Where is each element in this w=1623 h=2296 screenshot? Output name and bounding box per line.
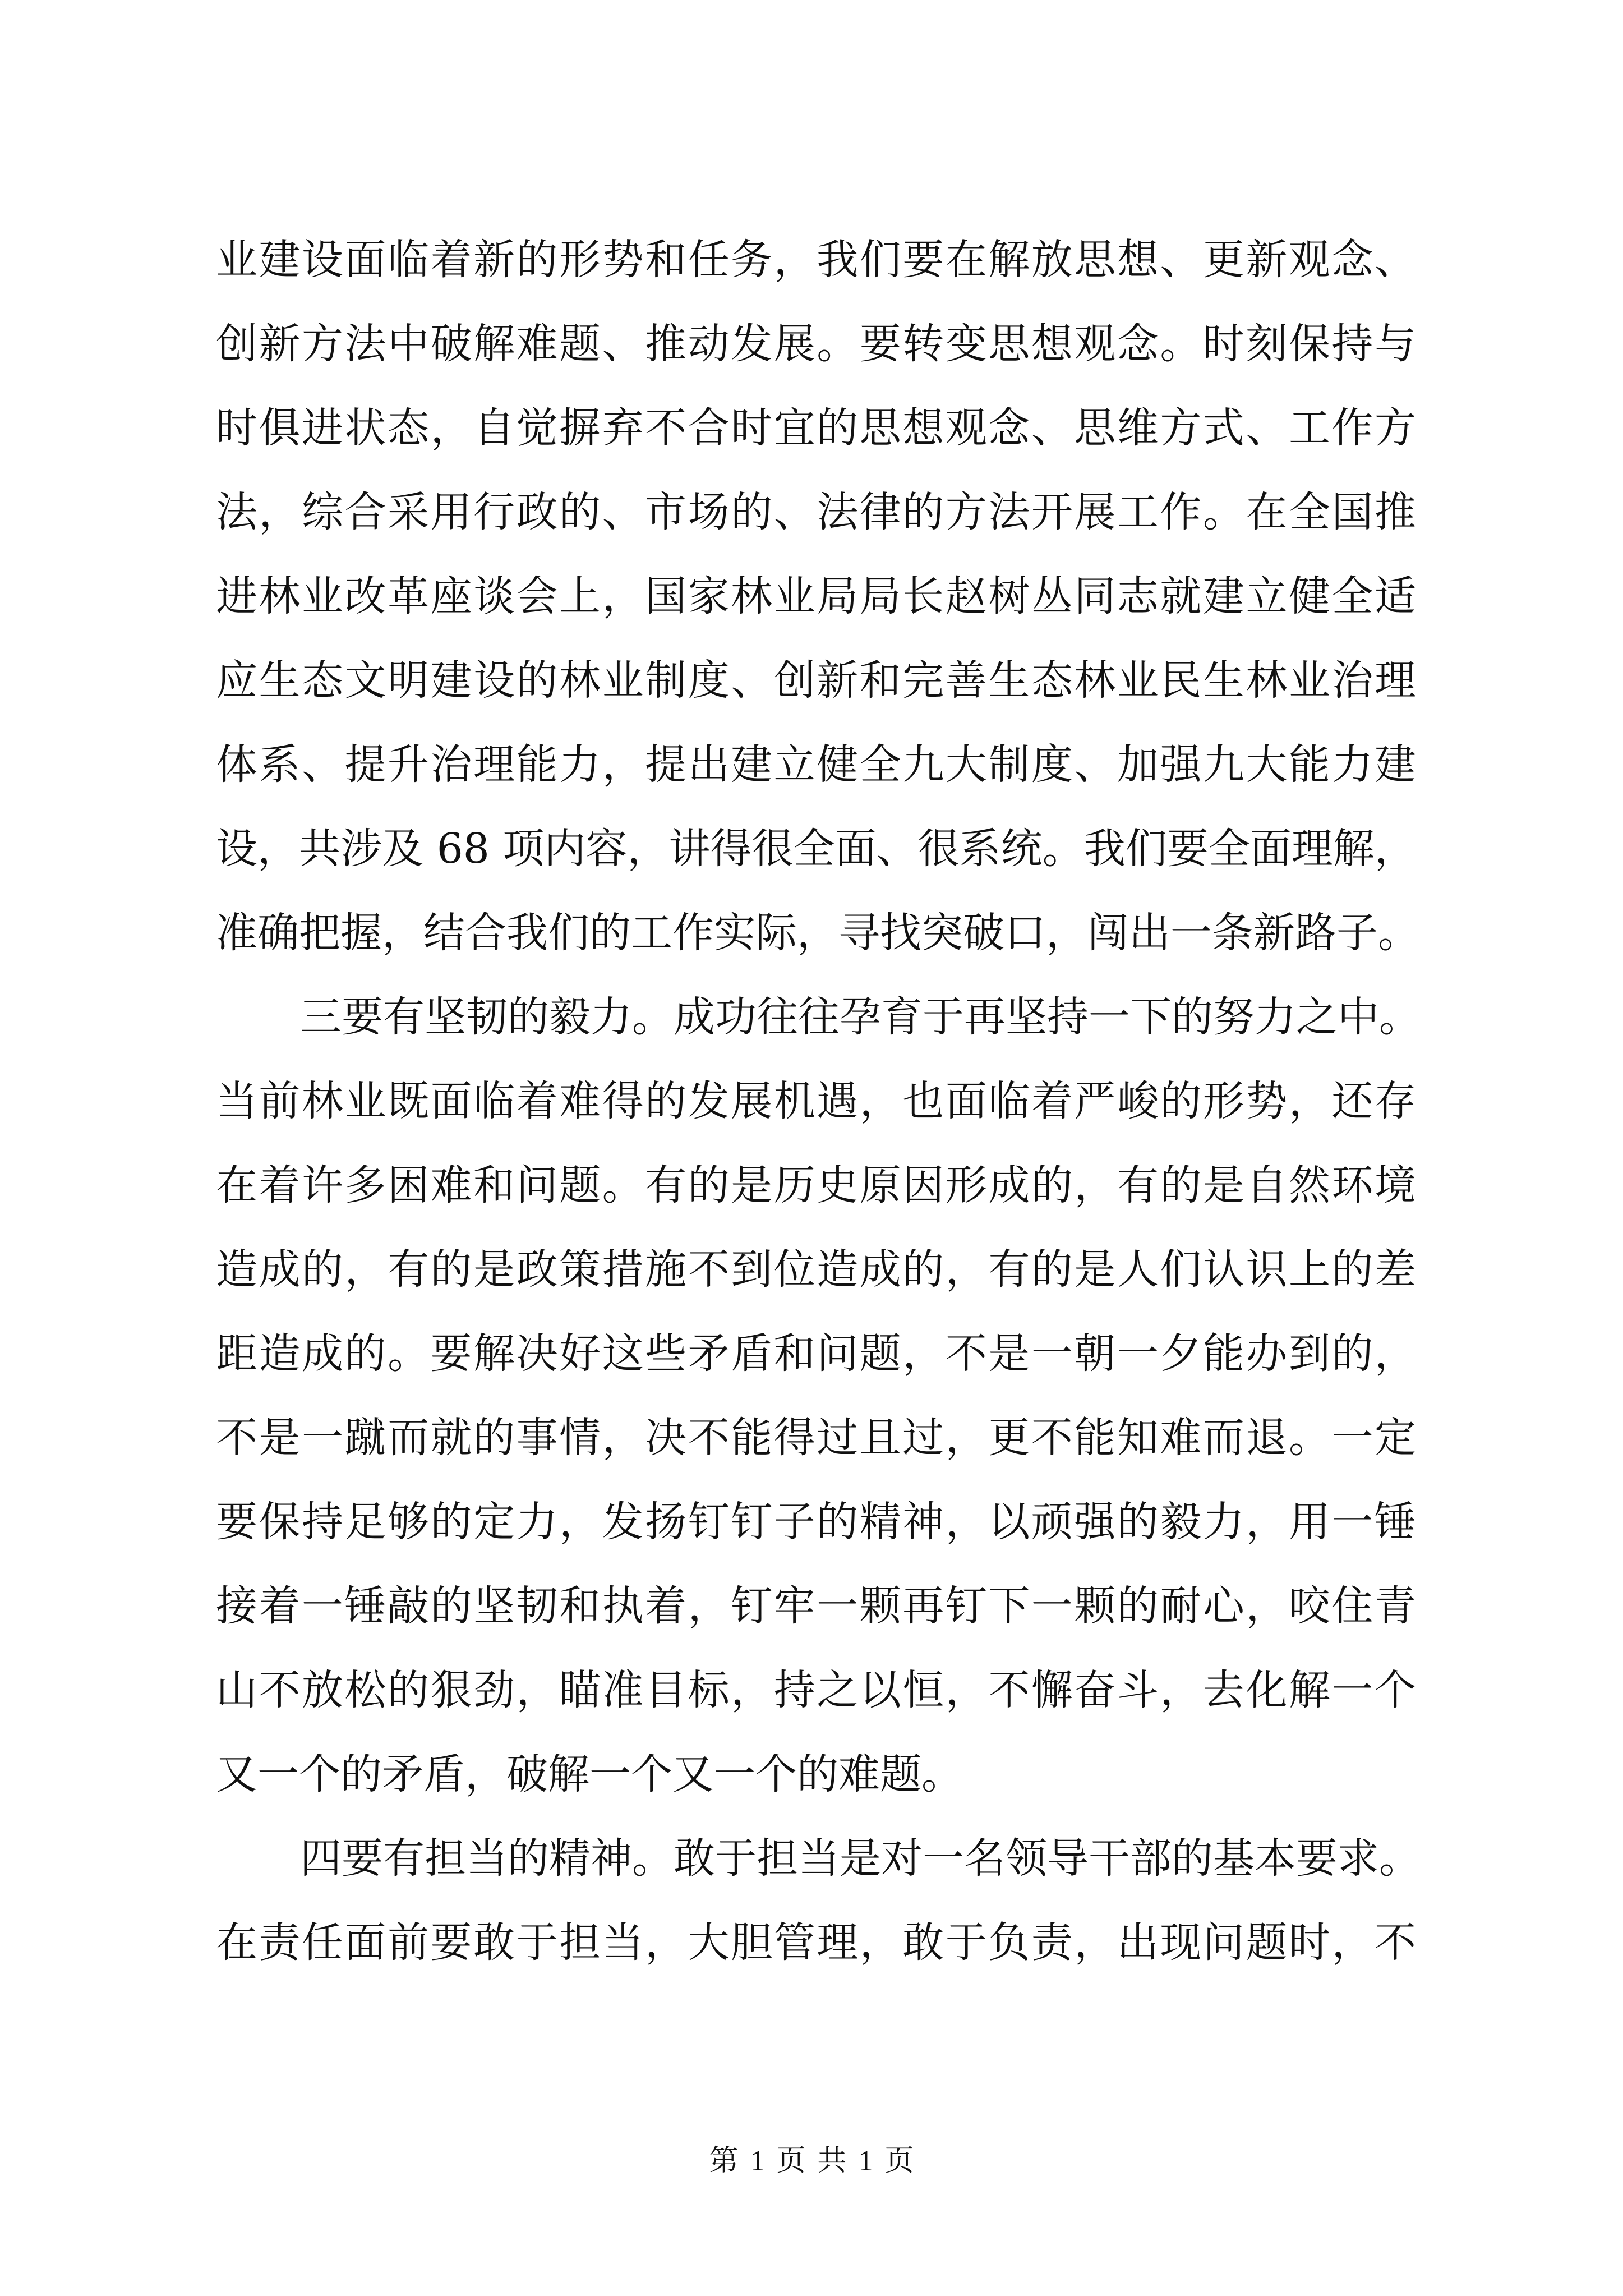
text-line: 不是一蹴而就的事情，决不能得过且过，更不能知难而退。一定 bbox=[216, 1414, 1416, 1462]
text-line: 距造成的。要解决好这些矛盾和问题，不是一朝一夕能办到的， bbox=[216, 1329, 1416, 1378]
text-line: 在着许多困难和问题。有的是历史原因形成的，有的是自然环境 bbox=[216, 1161, 1416, 1209]
text-line: 造成的，有的是政策措施不到位造成的，有的是人们认识上的差 bbox=[216, 1245, 1416, 1294]
paragraph-start-line: 四要有担当的精神。敢于担当是对一名领导干部的基本要求。 bbox=[300, 1834, 1421, 1883]
text-line: 时俱进状态，自觉摒弃不合时宜的思想观念、思维方式、工作方 bbox=[216, 404, 1416, 452]
text-line: 准确把握，结合我们的工作实际，寻找突破口，闯出一条新路子。 bbox=[216, 909, 1419, 957]
text-line: 在责任面前要敢于担当，大胆管理，敢于负责，出现问题时，不 bbox=[216, 1918, 1416, 1967]
text-line: 应生态文明建设的林业制度、创新和完善生态林业民生林业治理 bbox=[216, 656, 1416, 705]
text-line: 体系、提升治理能力，提出建立健全九大制度、加强九大能力建 bbox=[216, 740, 1416, 789]
text-line: 当前林业既面临着难得的发展机遇，也面临着严峻的形势，还存 bbox=[216, 1077, 1416, 1125]
document-body bbox=[216, 218, 1421, 1985]
paragraph-start-line: 三要有坚韧的毅力。成功往往孕育于再坚持一下的努力之中。 bbox=[300, 993, 1421, 1041]
text-line: 设，共涉及 68 项内容，讲得很全面、很系统。我们要全面理解， bbox=[216, 825, 1416, 873]
text-line: 接着一锤敲的坚韧和执着，钉牢一颗再钉下一颗的耐心，咬住青 bbox=[216, 1582, 1416, 1630]
text-line: 创新方法中破解难题、推动发展。要转变思想观念。时刻保持与 bbox=[216, 320, 1416, 368]
text-line: 进林业改革座谈会上，国家林业局局长赵树丛同志就建立健全适 bbox=[216, 572, 1416, 620]
text-line: 要保持足够的定力，发扬钉钉子的精神，以顽强的毅力，用一锤 bbox=[216, 1498, 1416, 1546]
text-line: 法，综合采用行政的、市场的、法律的方法开展工作。在全国推 bbox=[216, 488, 1416, 536]
text-line: 业建设面临着新的形势和任务，我们要在解放思想、更新观念、 bbox=[216, 236, 1416, 284]
text-line: 山不放松的狠劲，瞄准目标，持之以恒，不懈奋斗，去化解一个 bbox=[216, 1666, 1416, 1714]
text-line: 又一个的矛盾，破解一个又一个的难题。 bbox=[216, 1750, 963, 1798]
page-number-footer: 第 1 页 共 1 页 bbox=[709, 2145, 914, 2177]
